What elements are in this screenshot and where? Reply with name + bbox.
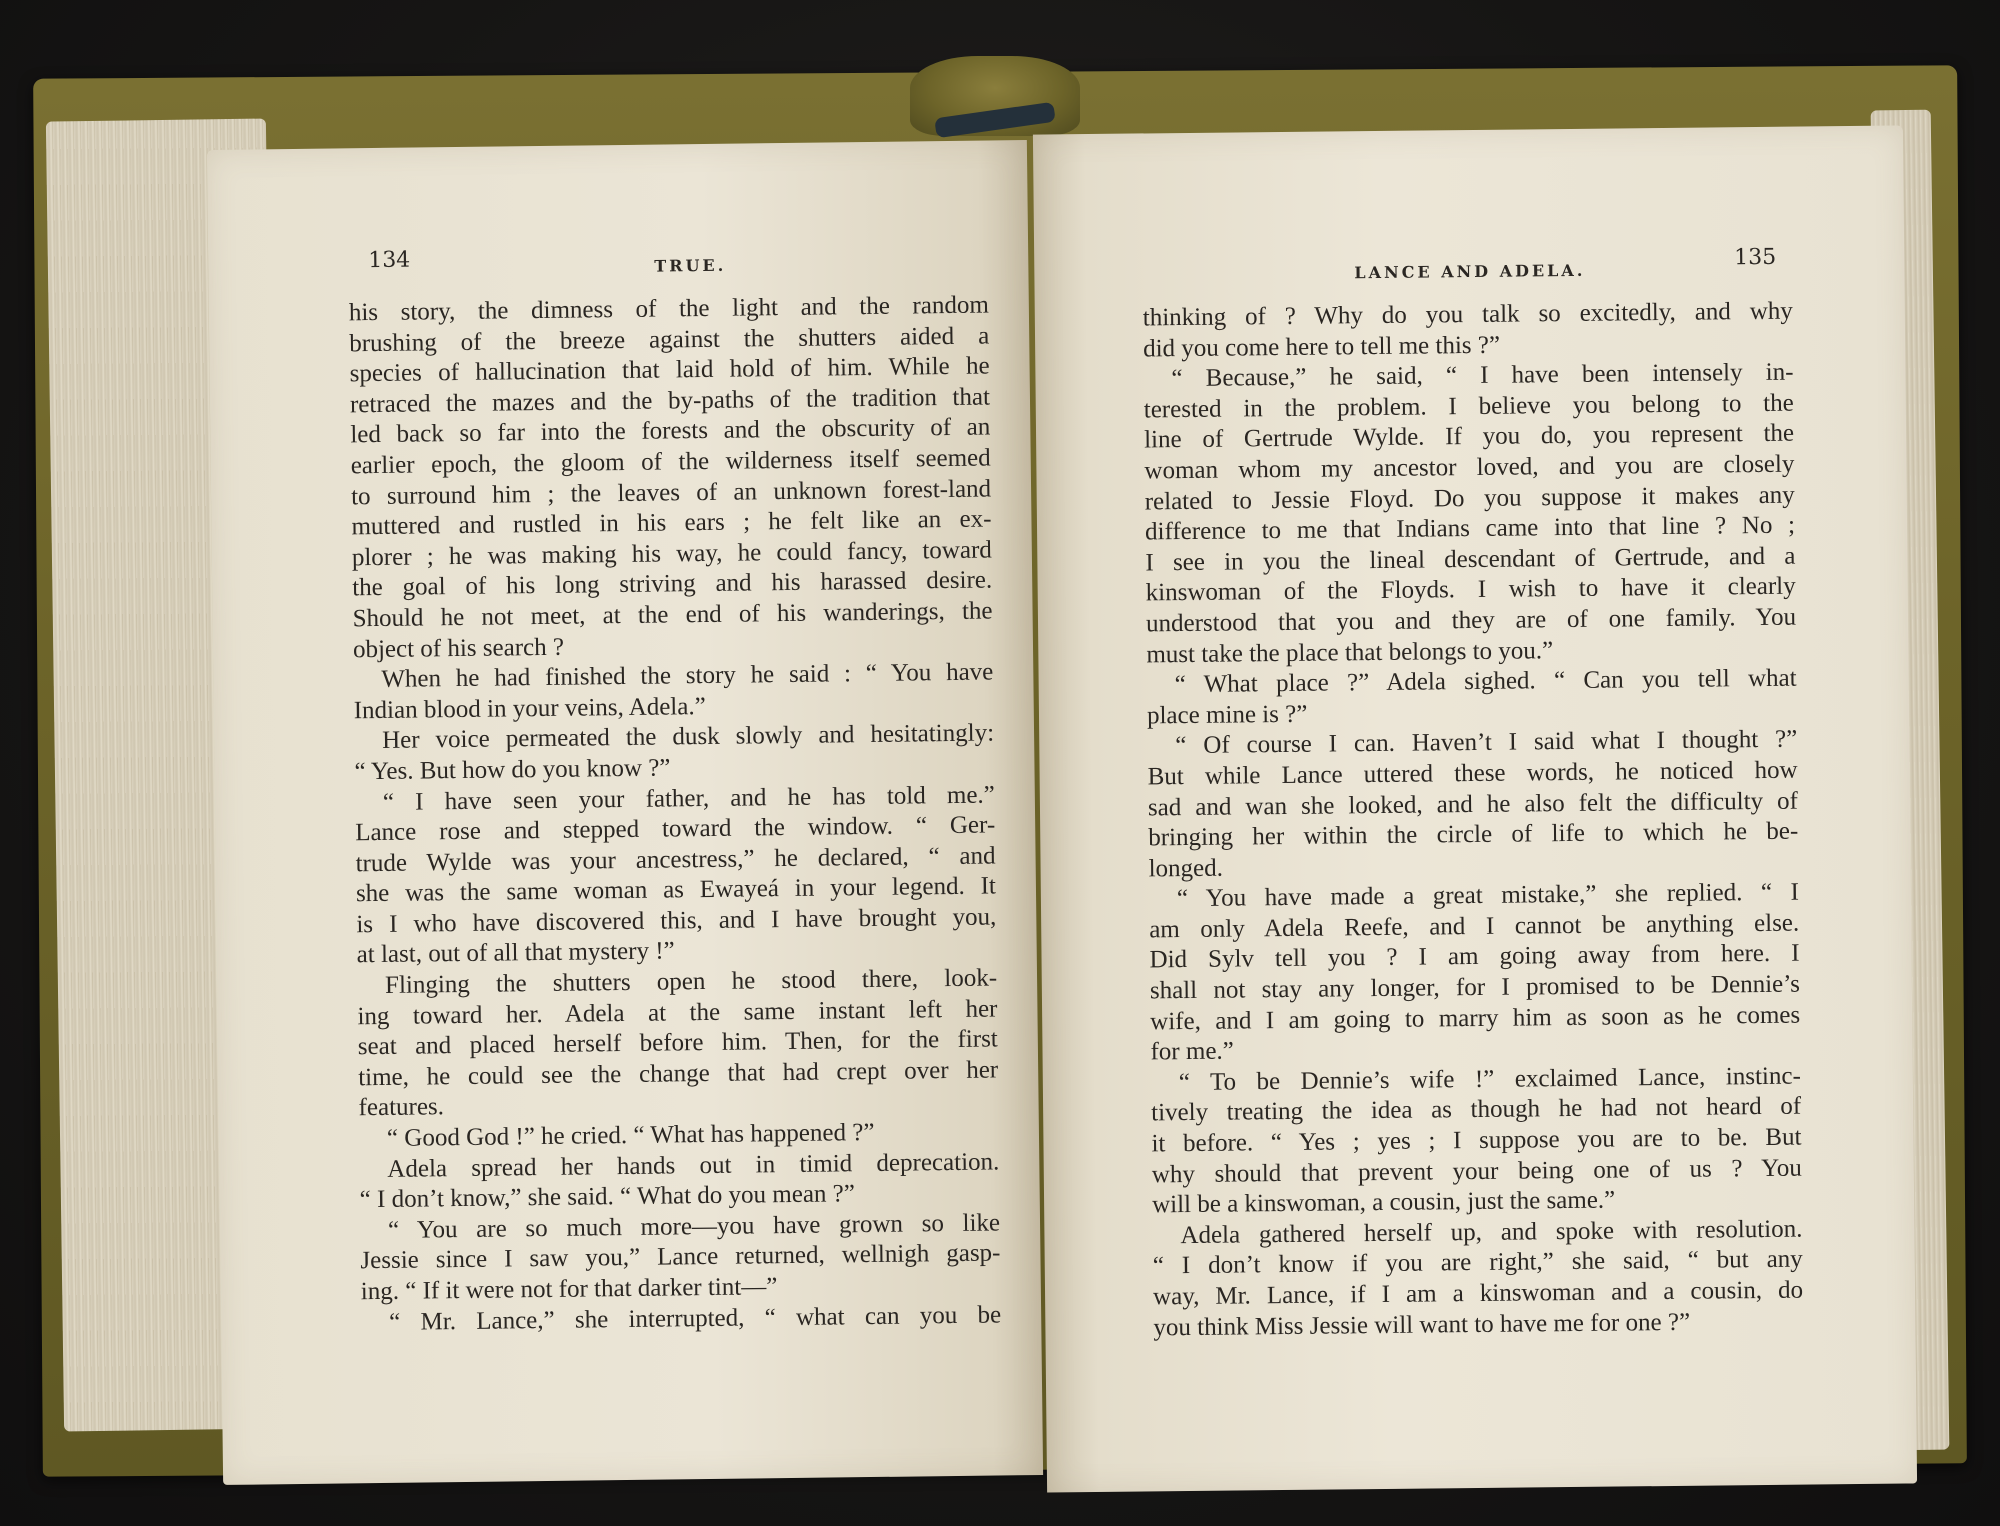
right-page-number: 135 xyxy=(1734,244,1777,271)
text-line: seat and placed herself before him. Then, for the first xyxy=(357,1025,998,1061)
text-line: Did Sylv tell you ? I am going away from here. I xyxy=(1149,940,1800,974)
left-page xyxy=(207,140,1043,1485)
text-line: ing toward her. Adela at the same instant left her xyxy=(357,995,998,1030)
text-line: line of Gertrude Wylde. If you do, you represent the xyxy=(1143,420,1795,454)
text-line: retraced the mazes and the by-paths of the tradition that xyxy=(349,383,991,419)
text-line: you think Miss Jessie will want to have me for one ?” xyxy=(1153,1308,1691,1341)
text-line: for me.” xyxy=(1150,1037,1234,1066)
text-line: is I who have discovered this, and I have brought you, xyxy=(356,903,997,939)
text-line: Should he not meet, at the end of his wanderings, the xyxy=(352,597,993,633)
text-line: “ Mr. Lance,” she interrupted, “ what can you be xyxy=(389,1301,1002,1336)
text-line: understood that you and they are of one family. You xyxy=(1145,603,1797,638)
text-line: tively treating the idea as though he had not heard of xyxy=(1151,1093,1802,1127)
text-line: object of his search ? xyxy=(352,633,565,663)
right-page-text xyxy=(1143,297,1804,1344)
text-line: But while Lance uttered these words, he noticed how xyxy=(1147,756,1798,791)
text-line: brushing of the breeze against the shutters aided a xyxy=(349,322,990,357)
text-line: muttered and rustled in his ears ; he felt like an ex- xyxy=(351,505,992,541)
text-line: Her voice permeated the dusk slowly and hesitatingly: xyxy=(381,719,995,755)
text-line: sad and wan she looked, and he also felt the difficulty of xyxy=(1147,787,1799,821)
left-running-head: TRUE. xyxy=(654,255,727,276)
text-line: did you come here to tell me this ?” xyxy=(1143,331,1501,363)
text-line: “ I have seen your father, and he has told me.” xyxy=(382,780,995,816)
text-line: way, Mr. Lance, if I am a kinswoman and a cousin, do xyxy=(1152,1276,1804,1311)
right-page xyxy=(1033,125,1917,1492)
text-line: why should that prevent your being one of us ? You xyxy=(1151,1154,1802,1189)
text-line: features. xyxy=(358,1093,445,1122)
text-line: “ What place ?” Adela sighed. “ Can you tell what xyxy=(1174,664,1797,699)
text-line: earlier epoch, the gloom of the wilderness itself seemed xyxy=(350,444,991,480)
text-line: related to Jessie Floyd. Do you suppose it makes any xyxy=(1144,481,1795,516)
text-line: am only Adela Reefe, and I cannot be anything else. xyxy=(1149,909,1800,944)
text-line: place mine is ?” xyxy=(1146,700,1308,730)
text-line: Adela gathered herself up, and spoke with resolution. xyxy=(1180,1215,1803,1249)
text-line: Lance rose and stepped toward the window. “ Ger- xyxy=(355,811,996,847)
text-line: to surround him ; the leaves of an unknown forest-land xyxy=(350,475,992,510)
text-line: shall not stay any longer, for I promised to be Dennie’s xyxy=(1149,970,1800,1005)
text-line: “ Of course I can. Haven’t I said what I thought ?” xyxy=(1175,725,1798,760)
text-line: time, he could see the change that had crept over her xyxy=(358,1056,999,1092)
text-line: plorer ; he was making his way, he could fancy, toward xyxy=(351,536,992,572)
text-line: “ You have made a great mistake,” she replied. “ I xyxy=(1176,878,1800,913)
right-running-head: LANCE AND ADELA. xyxy=(1354,260,1586,283)
text-line: woman whom my ancestor loved, and you are closely xyxy=(1144,450,1795,485)
text-line: she was the same woman as Ewayeá in your legend. It xyxy=(355,872,997,908)
text-line: “ Because,” he said, “ I have been intensely in- xyxy=(1171,358,1794,393)
text-line: Adela spread her hands out in timid deprecation. xyxy=(387,1148,1000,1183)
text-line: difference to me that Indians came into that line ? No ; xyxy=(1144,511,1796,546)
text-line: it before. “ Yes ; yes ; I suppose you are to be. But xyxy=(1151,1123,1802,1158)
text-line: the goal of his long striving and his harassed desire. xyxy=(352,566,993,602)
text-line: “ Yes. But how do you know ?” xyxy=(354,754,671,786)
text-line: “ To be Dennie’s wife !” exclaimed Lance, instinc- xyxy=(1178,1062,1801,1096)
text-line: “ Good God !” he cried. “ What has happened ?” xyxy=(386,1119,875,1152)
text-line: will be a kinswoman, a cousin, just the same.” xyxy=(1151,1186,1616,1219)
text-line: bringing her within the circle of life to which he be- xyxy=(1148,817,1799,852)
text-line: led back so far into the forests and the obscurity of an xyxy=(350,413,991,449)
text-line: thinking of ? Why do you talk so excitedly, and why xyxy=(1142,297,1793,332)
text-line: trude Wylde was your ancestress,” he declared, “ and xyxy=(355,842,996,877)
left-page-number: 134 xyxy=(368,247,411,274)
text-line: I see in you the lineal descendant of Gertrude, and a xyxy=(1145,542,1796,577)
text-line: must take the place that belongs to you.” xyxy=(1146,636,1554,668)
text-line: “ I don’t know,” she said. “ What do you mean ?” xyxy=(359,1180,856,1214)
text-line: ing. “ If it were not for that darker tint—” xyxy=(360,1273,778,1306)
text-line: Jessie since I saw you,” Lance returned, wellnigh gasp- xyxy=(360,1239,1001,1275)
text-line: “ I don’t know if you are right,” she said, “ but any xyxy=(1152,1245,1803,1280)
text-line: species of hallucination that laid hold of him. While he xyxy=(349,352,990,388)
text-line: longed. xyxy=(1148,854,1224,883)
text-line: When he had finished the story he said : “ You have xyxy=(381,658,994,694)
text-line: wife, and I am going to marry him as soon as he comes xyxy=(1150,1001,1801,1036)
text-line: his story, the dimness of the light and the random xyxy=(348,291,989,327)
text-line: at last, out of all that mystery !” xyxy=(356,937,675,969)
text-line: Indian blood in your veins, Adela.” xyxy=(353,692,706,725)
text-line: “ You are so much more—you have grown so like xyxy=(387,1209,1001,1244)
text-line: kinswoman of the Floyds. I wish to have it clearly xyxy=(1145,572,1796,607)
text-line: Flinging the shutters open he stood there, look- xyxy=(384,964,998,1000)
left-page-text xyxy=(349,291,1002,1339)
text-line: terested in the problem. I believe you belong to the xyxy=(1143,389,1794,424)
